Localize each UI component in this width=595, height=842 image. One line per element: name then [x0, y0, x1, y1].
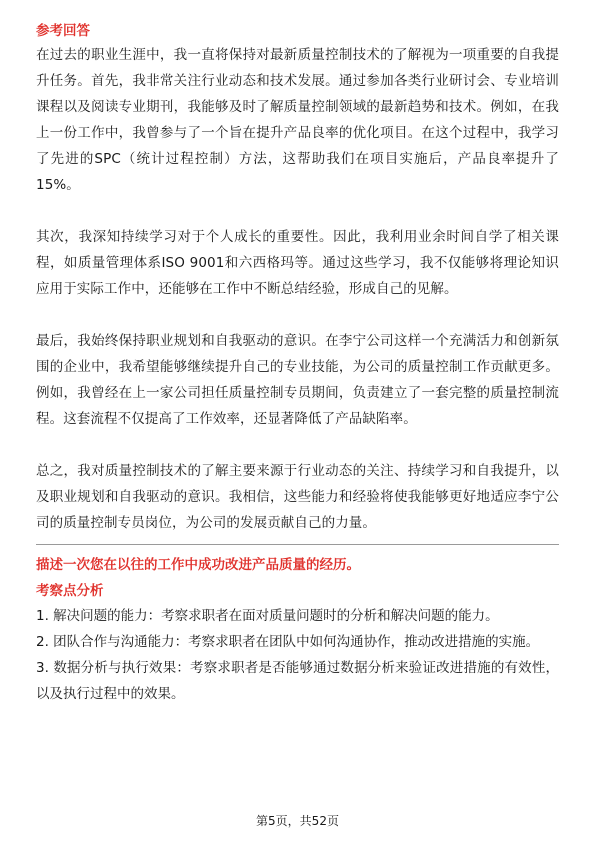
page-number-footer: 第5页，共52页	[256, 814, 339, 828]
analysis-item: 1. 解决问题的能力：考察求职者在面对质量问题时的分析和解决问题的能力。	[36, 608, 499, 624]
analysis-list	[36, 603, 559, 707]
paragraph-gap	[36, 302, 559, 328]
paragraph-gap	[36, 432, 559, 458]
analysis-item: 2. 团队合作与沟通能力：考察求职者在团队中如何沟通协作，推动改进措施的实施。	[36, 634, 540, 650]
answer-paragraph-1: 在过去的职业生涯中，我一直将保持对最新质量控制技术的了解视为一项重要的自我提升任务。首先，我非常关注行业动态和技术发展。通过参加各类行业研讨会、专业培训课程以及阅读专业期刊，我能够及时了解质量控制领域的最新趋势和技术。例如，在我上一份工作中，我曾参与了一个旨在提升产品良率的优化项目。在这个过程中，我学习了先进的SPC（统计过程控制）方法，这帮助我们在项目实施后，产品良率提升了15%。	[36, 47, 559, 193]
section-divider	[36, 544, 559, 545]
page-content	[36, 20, 559, 707]
answer-paragraph-4: 总之，我对质量控制技术的了解主要来源于行业动态的关注、持续学习和自我提升，以及职业规划和自我驱动的意识。我相信，这些能力和经验将使我能够更好地适应李宁公司的质量控制专员岗位，为公司的发展贡献自己的力量。	[36, 463, 559, 531]
interview-question: 描述一次您在以往的工作中成功改进产品质量的经历。	[36, 557, 360, 573]
analysis-item: 3. 数据分析与执行效果：考察求职者是否能够通过数据分析来验证改进措施的有效性，以及执行过程中的效果。	[36, 660, 559, 702]
analysis-heading: 考察点分析	[36, 583, 104, 599]
answer-heading: 参考回答	[36, 23, 90, 39]
answer-paragraph-2: 其次，我深知持续学习对于个人成长的重要性。因此，我利用业余时间自学了相关课程，如质量管理体系ISO 9001和六西格玛等。通过这些学习，我不仅能够将理论知识应用于实际工作中，还能够在工作中不断总结经验，形成自己的见解。	[36, 229, 559, 297]
answer-paragraph-3: 最后，我始终保持职业规划和自我驱动的意识。在李宁公司这样一个充满活力和创新氛围的企业中，我希望能够继续提升自己的专业技能，为公司的质量控制工作贡献更多。例如，我曾经在上一家公司担任质量控制专员期间，负责建立了一套完整的质量控制流程。这套流程不仅提高了工作效率，还显著降低了产品缺陷率。	[36, 333, 559, 427]
paragraph-gap	[36, 198, 559, 224]
